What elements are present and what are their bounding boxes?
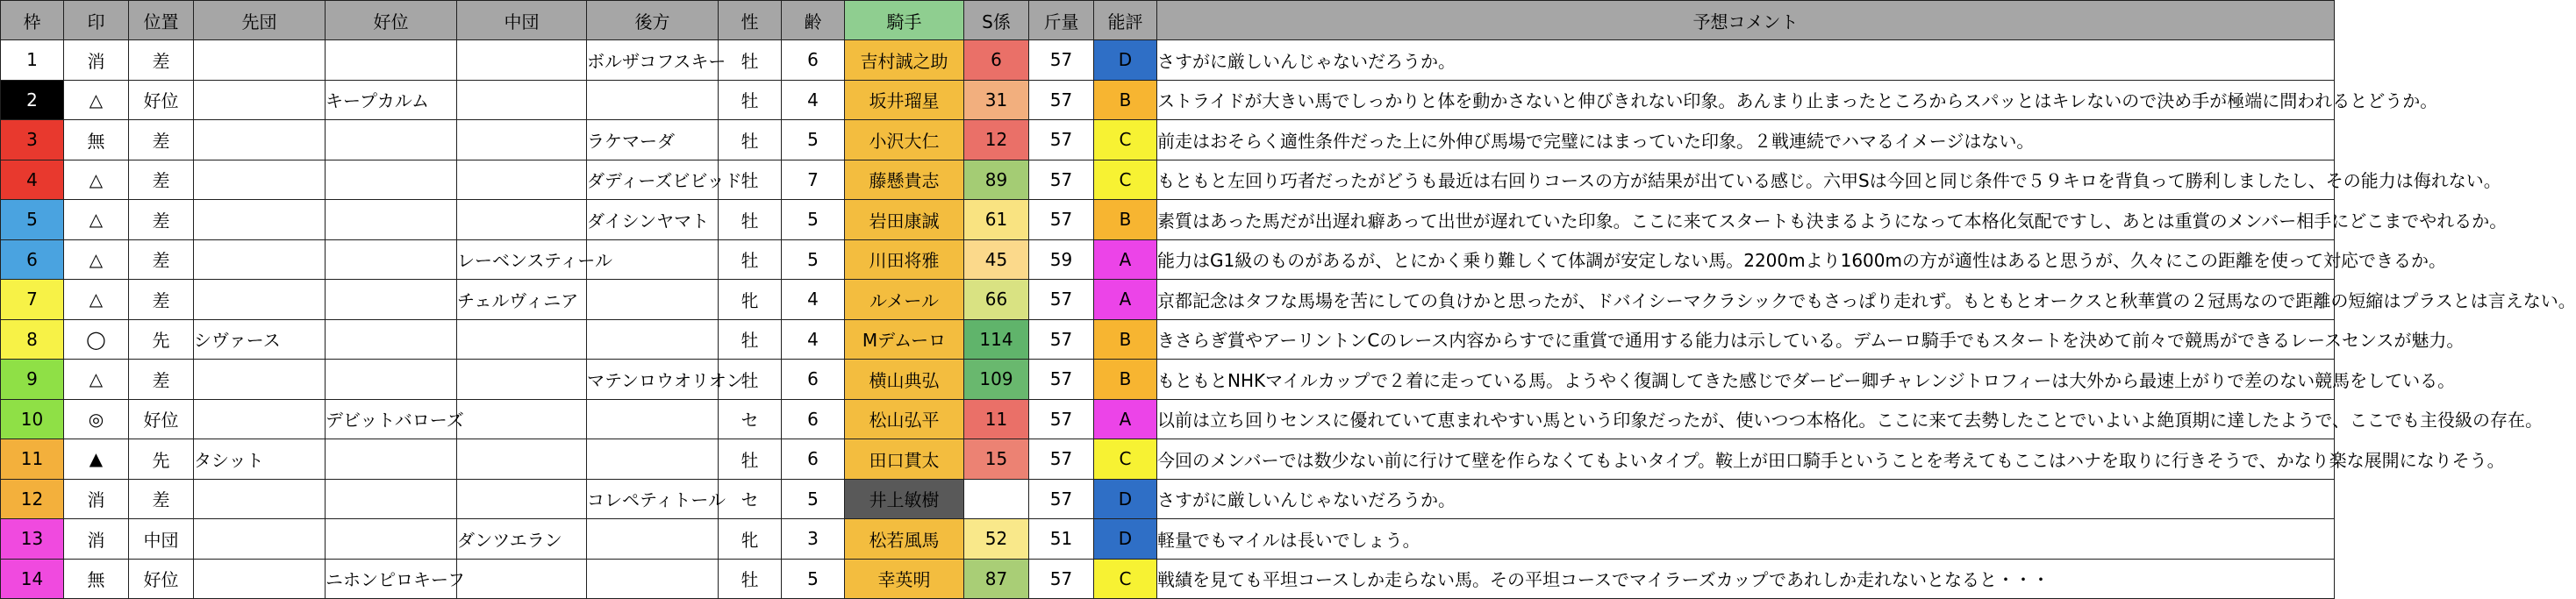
mark-cell[interactable]: ◎: [64, 399, 129, 439]
comment-cell[interactable]: きさらぎ賞やアーリントンCのレース内容からすでに重賞で通用する能力は示している。デムーロ騎手でもスタートを決めて前々で競馬ができるレースセンスが魅力。: [1157, 319, 2335, 360]
waku-cell[interactable]: 10: [1, 399, 64, 439]
sex-cell[interactable]: 牡: [719, 80, 782, 120]
s-factor-cell[interactable]: 52: [964, 519, 1029, 560]
position-cell[interactable]: 中団: [129, 519, 194, 560]
chudan-cell[interactable]: [457, 160, 587, 200]
age-cell[interactable]: 7: [782, 160, 845, 200]
table-row: [1, 120, 2335, 160]
koui-cell[interactable]: [326, 280, 457, 320]
table-row: [1, 360, 2335, 400]
header-mark[interactable]: 印: [64, 1, 129, 40]
sendan-cell[interactable]: [194, 120, 326, 160]
header-comment[interactable]: 予想コメント: [1157, 1, 2335, 40]
chudan-cell[interactable]: [457, 439, 587, 480]
position-cell[interactable]: 好位: [129, 399, 194, 439]
waku-cell[interactable]: 4: [1, 160, 64, 200]
grade-cell[interactable]: B: [1094, 80, 1157, 120]
comment-cell[interactable]: もともとNHKマイルカップで２着に走っている馬。ようやく復調してきた感じでダービー卿チャレンジトロフィーは大外から最速上がりで差のない競馬をしている。: [1157, 360, 2335, 400]
koui-cell[interactable]: [326, 360, 457, 400]
jockey-cell[interactable]: 岩田康誠: [845, 200, 964, 240]
age-cell[interactable]: 4: [782, 280, 845, 320]
s-factor-cell[interactable]: 31: [964, 80, 1029, 120]
koui-cell[interactable]: [326, 319, 457, 360]
position-cell[interactable]: 差: [129, 479, 194, 519]
koui-cell[interactable]: [326, 479, 457, 519]
header-sendan[interactable]: 先団: [194, 1, 326, 40]
table-row: [1, 519, 2335, 560]
grade-cell[interactable]: B: [1094, 200, 1157, 240]
grade-cell[interactable]: C: [1094, 160, 1157, 200]
table-row: [1, 40, 2335, 81]
waku-cell[interactable]: 9: [1, 360, 64, 400]
weight-cell[interactable]: 57: [1029, 439, 1094, 480]
mark-cell[interactable]: 無: [64, 559, 129, 599]
mark-cell[interactable]: 消: [64, 479, 129, 519]
position-cell[interactable]: 好位: [129, 559, 194, 599]
header-grade[interactable]: 能評: [1094, 1, 1157, 40]
comment-cell[interactable]: 能力はG1級のものがあるが、とにかく乗り難しくて体調が安定しない馬。2200mより1600mの方が適性はあると思うが、久々にこの距離を使って対応できるか。: [1157, 239, 2335, 280]
sendan-cell[interactable]: [194, 200, 326, 240]
age-cell[interactable]: 5: [782, 239, 845, 280]
sex-cell[interactable]: 牡: [719, 319, 782, 360]
position-cell[interactable]: 差: [129, 120, 194, 160]
mark-cell[interactable]: ◯: [64, 319, 129, 360]
header-chudan[interactable]: 中団: [457, 1, 587, 40]
comment-cell[interactable]: 戦績を見ても平坦コースしか走らない馬。その平坦コースでマイラーズカップであれしか走れないとなると・・・: [1157, 559, 2335, 599]
comment-cell[interactable]: さすがに厳しいんじゃないだろうか。: [1157, 40, 2335, 81]
s-factor-cell[interactable]: 11: [964, 399, 1029, 439]
waku-cell[interactable]: 14: [1, 559, 64, 599]
chudan-cell[interactable]: [457, 200, 587, 240]
age-cell[interactable]: 6: [782, 439, 845, 480]
position-cell[interactable]: 差: [129, 280, 194, 320]
mark-cell[interactable]: △: [64, 80, 129, 120]
jockey-cell[interactable]: 坂井瑠星: [845, 80, 964, 120]
age-cell[interactable]: 5: [782, 479, 845, 519]
weight-cell[interactable]: 57: [1029, 399, 1094, 439]
koui-cell[interactable]: [326, 120, 457, 160]
sendan-cell[interactable]: [194, 160, 326, 200]
jockey-cell[interactable]: 小沢大仁: [845, 120, 964, 160]
mark-cell[interactable]: 消: [64, 519, 129, 560]
mark-cell[interactable]: △: [64, 360, 129, 400]
table-row: [1, 80, 2335, 120]
header-jockey[interactable]: 騎手: [845, 1, 964, 40]
table-row: [1, 479, 2335, 519]
s-factor-cell[interactable]: 66: [964, 280, 1029, 320]
koui-cell[interactable]: [326, 160, 457, 200]
header-sex[interactable]: 性: [719, 1, 782, 40]
sex-cell[interactable]: 牡: [719, 200, 782, 240]
koho-cell[interactable]: [587, 439, 719, 480]
waku-cell[interactable]: 8: [1, 319, 64, 360]
chudan-cell[interactable]: [457, 559, 587, 599]
koui-cell[interactable]: ニホンピロキーフ: [326, 559, 457, 599]
jockey-cell[interactable]: 吉村誠之助: [845, 40, 964, 81]
header-s-factor[interactable]: S係: [964, 1, 1029, 40]
header-koho[interactable]: 後方: [587, 1, 719, 40]
weight-cell[interactable]: 57: [1029, 40, 1094, 81]
table-row: [1, 559, 2335, 599]
jockey-cell[interactable]: 幸英明: [845, 559, 964, 599]
weight-cell[interactable]: 59: [1029, 239, 1094, 280]
jockey-cell[interactable]: 横山典弘: [845, 360, 964, 400]
header-position[interactable]: 位置: [129, 1, 194, 40]
table-row: [1, 319, 2335, 360]
koui-cell[interactable]: [326, 200, 457, 240]
s-factor-cell[interactable]: 12: [964, 120, 1029, 160]
waku-cell[interactable]: 6: [1, 239, 64, 280]
koui-cell[interactable]: [326, 239, 457, 280]
sex-cell[interactable]: 牡: [719, 160, 782, 200]
sendan-cell[interactable]: [194, 399, 326, 439]
sendan-cell[interactable]: [194, 360, 326, 400]
header-row: [1, 1, 2335, 40]
s-factor-cell[interactable]: 109: [964, 360, 1029, 400]
chudan-cell[interactable]: レーベンスティール: [457, 239, 587, 280]
jockey-cell[interactable]: 川田将雅: [845, 239, 964, 280]
jockey-cell[interactable]: 田口貫太: [845, 439, 964, 480]
grade-cell[interactable]: B: [1094, 319, 1157, 360]
koho-cell[interactable]: [587, 559, 719, 599]
sex-cell[interactable]: 牝: [719, 280, 782, 320]
age-cell[interactable]: 5: [782, 120, 845, 160]
weight-cell[interactable]: 57: [1029, 280, 1094, 320]
weight-cell[interactable]: 57: [1029, 120, 1094, 160]
position-cell[interactable]: 差: [129, 40, 194, 81]
s-factor-cell[interactable]: 87: [964, 559, 1029, 599]
sendan-cell[interactable]: [194, 239, 326, 280]
comment-cell[interactable]: さすがに厳しいんじゃないだろうか。: [1157, 479, 2335, 519]
mark-cell[interactable]: 無: [64, 120, 129, 160]
header-weight[interactable]: 斤量: [1029, 1, 1094, 40]
comment-cell[interactable]: 以前は立ち回りセンスに優れていて恵まれやすい馬という印象だったが、使いつつ本格化。ここに来て去勢したことでいよいよ絶頂期に達したようで、ここでも主役級の存在。: [1157, 399, 2335, 439]
position-cell[interactable]: 好位: [129, 80, 194, 120]
grade-cell[interactable]: C: [1094, 120, 1157, 160]
s-factor-cell[interactable]: 15: [964, 439, 1029, 480]
table-row: [1, 239, 2335, 280]
jockey-cell[interactable]: 松山弘平: [845, 399, 964, 439]
sex-cell[interactable]: 牡: [719, 239, 782, 280]
age-cell[interactable]: 6: [782, 360, 845, 400]
grade-cell[interactable]: D: [1094, 40, 1157, 81]
table-row: [1, 439, 2335, 480]
s-factor-cell[interactable]: 6: [964, 40, 1029, 81]
koui-cell[interactable]: キープカルム: [326, 80, 457, 120]
koui-cell[interactable]: [326, 40, 457, 81]
koho-cell[interactable]: ダディーズビビッド: [587, 160, 719, 200]
grade-cell[interactable]: C: [1094, 559, 1157, 599]
age-cell[interactable]: 6: [782, 399, 845, 439]
mark-cell[interactable]: 消: [64, 40, 129, 81]
mark-cell[interactable]: △: [64, 239, 129, 280]
sendan-cell[interactable]: [194, 40, 326, 81]
weight-cell[interactable]: 57: [1029, 80, 1094, 120]
sendan-cell[interactable]: シヴァース: [194, 319, 326, 360]
waku-cell[interactable]: 2: [1, 80, 64, 120]
s-factor-cell[interactable]: 61: [964, 200, 1029, 240]
position-cell[interactable]: 先: [129, 439, 194, 480]
jockey-cell[interactable]: Mデムーロ: [845, 319, 964, 360]
jockey-cell[interactable]: ルメール: [845, 280, 964, 320]
sendan-cell[interactable]: [194, 80, 326, 120]
grade-cell[interactable]: B: [1094, 360, 1157, 400]
koho-cell[interactable]: [587, 519, 719, 560]
header-waku[interactable]: 枠: [1, 1, 64, 40]
chudan-cell[interactable]: [457, 120, 587, 160]
koui-cell[interactable]: [326, 519, 457, 560]
chudan-cell[interactable]: [457, 399, 587, 439]
waku-cell[interactable]: 5: [1, 200, 64, 240]
table-row: [1, 200, 2335, 240]
sex-cell[interactable]: 牡: [719, 360, 782, 400]
chudan-cell[interactable]: [457, 40, 587, 81]
position-cell[interactable]: 先: [129, 319, 194, 360]
comment-cell[interactable]: 京都記念はタフな馬場を苦にしての負けかと思ったが、ドバイシーマクラシックでもさっぱり走れず。もともとオークスと秋華賞の２冠馬なので距離の短縮はプラスとは言えない。: [1157, 280, 2335, 320]
sex-cell[interactable]: 牡: [719, 439, 782, 480]
chudan-cell[interactable]: ダンツエラン: [457, 519, 587, 560]
weight-cell[interactable]: 57: [1029, 200, 1094, 240]
table-row: [1, 160, 2335, 200]
age-cell[interactable]: 6: [782, 40, 845, 81]
comment-cell[interactable]: ストライドが大きい馬でしっかりと体を動かさないと伸びきれない印象。あんまり止まったところからスパッとはキレないので決め手が極端に問われるとどうか。: [1157, 80, 2335, 120]
chudan-cell[interactable]: [457, 319, 587, 360]
koui-cell[interactable]: [326, 439, 457, 480]
chudan-cell[interactable]: [457, 360, 587, 400]
weight-cell[interactable]: 57: [1029, 160, 1094, 200]
sendan-cell[interactable]: [194, 280, 326, 320]
jockey-cell[interactable]: 藤懸貴志: [845, 160, 964, 200]
koho-cell[interactable]: マテンロウオリオン: [587, 360, 719, 400]
waku-cell[interactable]: 3: [1, 120, 64, 160]
chudan-cell[interactable]: [457, 479, 587, 519]
koho-cell[interactable]: [587, 399, 719, 439]
sex-cell[interactable]: 牡: [719, 40, 782, 81]
weight-cell[interactable]: 57: [1029, 559, 1094, 599]
jockey-cell[interactable]: 松若風馬: [845, 519, 964, 560]
comment-cell[interactable]: 軽量でもマイルは長いでしょう。: [1157, 519, 2335, 560]
table-row: [1, 280, 2335, 320]
koho-cell[interactable]: [587, 319, 719, 360]
sendan-cell[interactable]: [194, 479, 326, 519]
koho-cell[interactable]: ダイシンヤマト: [587, 200, 719, 240]
koho-cell[interactable]: [587, 280, 719, 320]
comment-cell[interactable]: もともと左回り巧者だったがどうも最近は右回りコースの方が結果が出ている感じ。六甲Sは今回と同じ条件で５９キロを背負って勝利しましたし、その能力は侮れない。: [1157, 160, 2335, 200]
waku-cell[interactable]: 7: [1, 280, 64, 320]
comment-cell[interactable]: 素質はあった馬だが出遅れ癖あって出世が遅れていた印象。ここに来てスタートも決まるようになって本格化気配ですし、あとは重賞のメンバー相手にどこまでやれるか。: [1157, 200, 2335, 240]
comment-cell[interactable]: 前走はおそらく適性条件だった上に外伸び馬場で完璧にはまっていた印象。２戦連続でハマるイメージはない。: [1157, 120, 2335, 160]
s-factor-cell[interactable]: [964, 479, 1029, 519]
sex-cell[interactable]: 牡: [719, 120, 782, 160]
mark-cell[interactable]: ▲: [64, 439, 129, 480]
header-koui[interactable]: 好位: [326, 1, 457, 40]
grade-cell[interactable]: A: [1094, 280, 1157, 320]
sendan-cell[interactable]: タシット: [194, 439, 326, 480]
weight-cell[interactable]: 57: [1029, 479, 1094, 519]
koho-cell[interactable]: コレペティトール: [587, 479, 719, 519]
mark-cell[interactable]: △: [64, 160, 129, 200]
sendan-cell[interactable]: [194, 519, 326, 560]
sex-cell[interactable]: セ: [719, 399, 782, 439]
position-cell[interactable]: 差: [129, 160, 194, 200]
koui-cell[interactable]: デビットバローズ: [326, 399, 457, 439]
header-age[interactable]: 齢: [782, 1, 845, 40]
table-row: [1, 399, 2335, 439]
position-cell[interactable]: 差: [129, 239, 194, 280]
grade-cell[interactable]: D: [1094, 519, 1157, 560]
age-cell[interactable]: 4: [782, 319, 845, 360]
comment-cell[interactable]: 今回のメンバーでは数少ない前に行けて壁を作らなくてもよいタイプ。鞍上が田口騎手ということを考えてもここはハナを取りに行きそうで、かなり楽な展開になりそう。: [1157, 439, 2335, 480]
position-cell[interactable]: 差: [129, 200, 194, 240]
grade-cell[interactable]: A: [1094, 399, 1157, 439]
position-cell[interactable]: 差: [129, 360, 194, 400]
waku-cell[interactable]: 1: [1, 40, 64, 81]
age-cell[interactable]: 4: [782, 80, 845, 120]
age-cell[interactable]: 5: [782, 200, 845, 240]
s-factor-cell[interactable]: 114: [964, 319, 1029, 360]
grade-cell[interactable]: D: [1094, 479, 1157, 519]
sex-cell[interactable]: 牝: [719, 519, 782, 560]
age-cell[interactable]: 5: [782, 559, 845, 599]
weight-cell[interactable]: 57: [1029, 360, 1094, 400]
koho-cell[interactable]: [587, 80, 719, 120]
grade-cell[interactable]: A: [1094, 239, 1157, 280]
waku-cell[interactable]: 12: [1, 479, 64, 519]
grade-cell[interactable]: C: [1094, 439, 1157, 480]
sex-cell[interactable]: セ: [719, 479, 782, 519]
mark-cell[interactable]: △: [64, 200, 129, 240]
s-factor-cell[interactable]: 89: [964, 160, 1029, 200]
s-factor-cell[interactable]: 45: [964, 239, 1029, 280]
weight-cell[interactable]: 51: [1029, 519, 1094, 560]
koho-cell[interactable]: ラケマーダ: [587, 120, 719, 160]
sex-cell[interactable]: 牡: [719, 559, 782, 599]
weight-cell[interactable]: 57: [1029, 319, 1094, 360]
waku-cell[interactable]: 11: [1, 439, 64, 480]
chudan-cell[interactable]: [457, 80, 587, 120]
waku-cell[interactable]: 13: [1, 519, 64, 560]
mark-cell[interactable]: △: [64, 280, 129, 320]
jockey-cell[interactable]: 井上敏樹: [845, 479, 964, 519]
sendan-cell[interactable]: [194, 559, 326, 599]
chudan-cell[interactable]: チェルヴィニア: [457, 280, 587, 320]
koho-cell[interactable]: ボルザコフスキー: [587, 40, 719, 81]
age-cell[interactable]: 3: [782, 519, 845, 560]
